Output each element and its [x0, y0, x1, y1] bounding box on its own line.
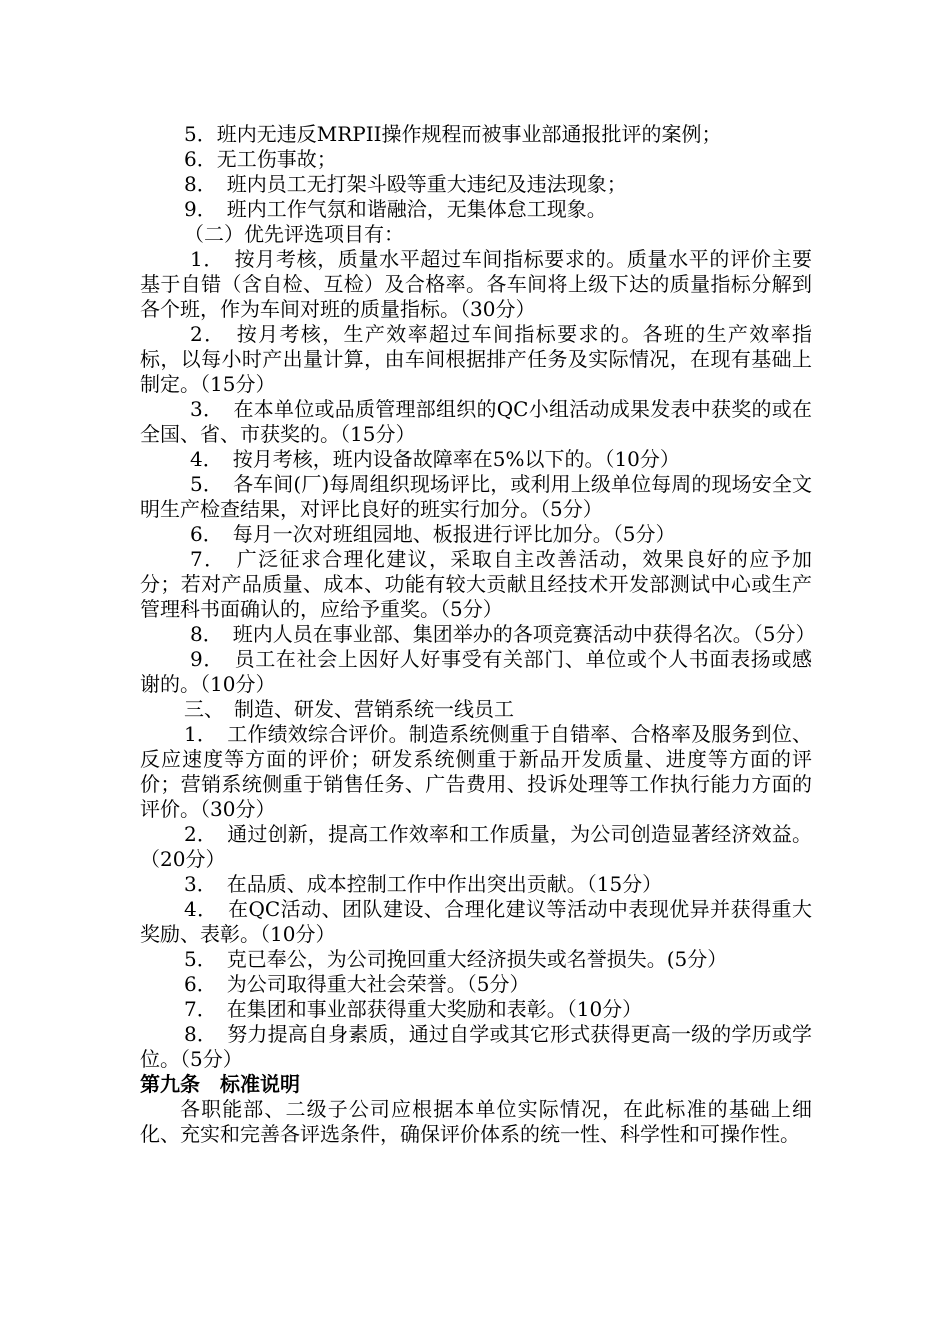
frontline-item-3: 3． 在品质、成本控制工作中作出突出贡献。（15分） — [184, 872, 663, 896]
article-body: 各职能部、二级子公司应根据本单位实际情况，在此标准的基础上细化、充实和完善各评选条件，确保评价体系的统一性、科学性和可操作性。 — [140, 1097, 812, 1146]
priority-item-1: 1． 按月考核，质量水平超过车间指标要求的。质量水平的评价主要基于自错（含自检、互检）及合格率。各车间将上级下达的质量指标分解到各个班，作为车间对班的质量指标。（30分） — [140, 247, 812, 321]
priority-item-9: 9． 员工在社会上因好人好事受有关部门、单位或个人书面表扬或感谢的。（10分） — [140, 647, 812, 696]
priority-item-2: 2． 按月考核，生产效率超过车间指标要求的。各班的生产效率指标，以每小时产出量计算，由车间根据排产任务及实际情况，在现有基础上制定。（15分） — [140, 322, 812, 396]
priority-item-8: 8． 班内人员在事业部、集团举办的各项竞赛活动中获得名次。（5分） — [190, 622, 816, 646]
frontline-item-6: 6． 为公司取得重大社会荣誉。（5分） — [184, 972, 530, 996]
frontline-item-4: 4． 在QC活动、团队建设、合理化建议等活动中表现优异并获得重大奖励、表彰。（10分） — [140, 897, 812, 946]
priority-item-7: 7． 广泛征求合理化建议，采取自主改善活动，效果良好的应予加分；若对产品质量、成本、功能有较大贡献且经技术开发部测试中心或生产管理科书面确认的，应给予重奖。（5分） — [140, 547, 812, 621]
paragraph-rule-9: 9． 班内工作气氛和谐融洽，无集体怠工现象。 — [184, 197, 607, 221]
document-page — [140, 122, 816, 1147]
frontline-item-2: 2． 通过创新，提高工作效率和工作质量，为公司创造显著经济效益。（20分） — [140, 822, 812, 871]
priority-item-5: 5． 各车间(厂)每周组织现场评比，或利用上级单位每周的现场安全文明生产检查结果，对评比良好的班实行加分。（5分） — [140, 472, 812, 521]
frontline-item-5: 5． 克已奉公，为公司挽回重大经济损失或名誉损失。(5分） — [184, 947, 728, 971]
paragraph-rule-8: 8． 班内员工无打架斗殴等重大违纪及违法现象； — [184, 172, 627, 196]
article-heading: 第九条 标准说明 — [140, 1072, 300, 1096]
frontline-item-8: 8． 努力提高自身素质，通过自学或其它形式获得更高一级的学历或学位。（5分） — [140, 1022, 812, 1071]
priority-item-3: 3． 在本单位或品质管理部组织的QC小组活动成果发表中获奖的或在全国、省、市获奖的。（15分） — [140, 397, 812, 446]
priority-item-4: 4． 按月考核，班内设备故障率在5%以下的。（10分） — [190, 447, 680, 471]
section-heading-frontline-staff: 三、 制造、研发、营销系统一线员工 — [184, 697, 514, 721]
paragraph-rule-5: 5．班内无违反MRPII操作规程而被事业部通报批评的案例； — [184, 122, 722, 146]
priority-item-6: 6． 每月一次对班组园地、板报进行评比加分。（5分） — [190, 522, 676, 546]
section-heading-priority-items: （二）优先评选项目有： — [184, 222, 404, 246]
frontline-item-1: 1． 工作绩效综合评价。制造系统侧重于自错率、合格率及服务到位、反应速度等方面的评价；研发系统侧重于新品开发质量、进度等方面的评价；营销系统侧重于销售任务、广告费用、投诉处理等工作执行能力方面的评价。（30分） — [140, 722, 812, 821]
frontline-item-7: 7． 在集团和事业部获得重大奖励和表彰。（10分） — [184, 997, 643, 1021]
paragraph-rule-6: 6．无工伤事故； — [184, 147, 337, 171]
